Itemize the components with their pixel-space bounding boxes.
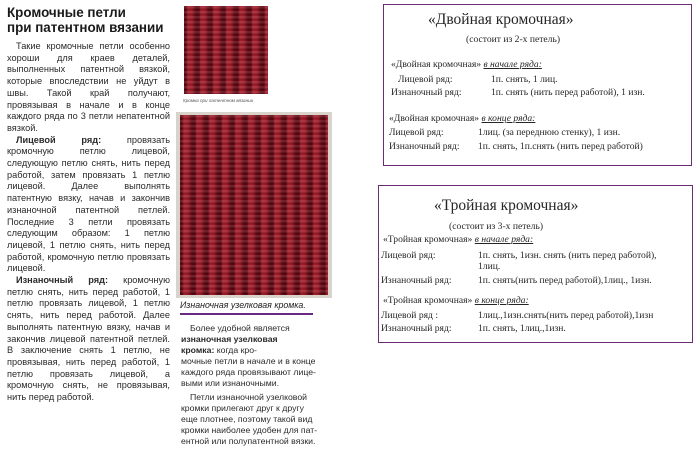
patent-edge-photo [184,6,268,94]
purl-row-paragraph [7,275,170,404]
knot-edge-line: мочные петли в начале и в конце [181,356,316,367]
triple-end-face-value: 1лиц.,1изн.снять(нить перед работой),1изн [478,310,654,321]
article-title [7,6,170,35]
double-edge-title: «Двойная кромочная» [428,11,574,28]
knot-edge-line: Петли изнаночной узелковой [190,391,308,402]
face-row-text: провязать кромочную петлю лицевой, следующую петлю снять, нить перед работой, затем провязать 1 петлю лицевой. Далее выполнять патентную вязку, начав и закончив изнаночной патентной петлей. Последние 3 петли провязать следующим образом: 1 петлю лицевой, 1 петлю снять, нить перед работой, кромочную петлю провязать лицевой. [7,134,170,274]
triple-edge-end-label: «Тройная кромочная» [383,295,475,306]
triple-edge-title: «Тройная кромочная» [434,197,579,214]
double-end-purl-value: 1п. снять, 1п.снять (нить перед работой) [478,141,643,152]
triple-edge-end-emph: в конце ряда: [474,295,529,306]
article-title-line-2: при патентном вязании [7,19,164,35]
triple-start-face-value: 1п. снять, 1изн. снять (нить перед работой), [478,250,657,261]
triple-edge-start-heading [383,234,533,245]
triple-edge-box [378,185,693,343]
double-edge-end-emph: в конце ряда: [481,113,536,124]
double-end-purl-label: Изнаночный ряд: [389,141,460,152]
patent-edge-photo-caption: Кромка при патентном вязании [183,98,254,103]
knot-edge-line: кромка: когда кро- [181,345,257,356]
double-start-face-value: 1п. снять, 1 лиц. [491,74,558,85]
knot-edge-line: каждого ряда провязывают лице- [181,367,316,378]
triple-edge-start-emph: в начале ряда: [474,234,534,245]
triple-edge-end-heading [383,295,529,306]
double-end-face-label: Лицевой ряд: [389,127,444,138]
knot-edge-line: выми или изнаночными. [181,378,279,389]
knot-edge-line: кромки наиболее удобен для пат- [181,424,318,435]
triple-start-face-value-2: 1лиц. [478,261,501,272]
triple-end-purl-label: Изнаночный ряд: [381,323,452,334]
article-intro: Такие кромочные петли особенно хороши для краев деталей, выполненных патентной вязкой, которые впоследствии не уйдут в швы. Такой край получают, провязывая в начале и в конце каждого ряда по 3 петли непатентной вязкой. [7,41,170,133]
double-edge-subtitle: (состоит из 2-х петель) [466,34,561,45]
article-title-line-1: Кромочные петли [7,5,126,20]
triple-end-face-label: Лицевой ряд : [381,310,438,321]
purl-row-text: кромочную петлю снять, нить перед работой, 1 петлю провязать лицевой, 1 петлю снять, нить перед работой. Далее выполнять патентную вязку, начав и закончив лицевой патентной петлей. В заключение снять 1 петлю, не провязывая, нить перед работой, 1 петлю провязать лицевой, а кромочную снять, не провязывая, нить перед работой. [7,275,170,403]
knot-edge-text [181,323,333,447]
double-edge-end-label: «Двойная кромочная» [389,113,482,124]
double-start-purl-value: 1п. снять (нить перед работой), 1 изн. [491,87,645,98]
knot-edge-photo [180,115,328,295]
triple-edge-subtitle: (состоит из 3-х петель) [449,221,544,232]
knot-edge-line: кромки прилегают друг к другу [181,402,304,413]
triple-edge-start-label: «Тройная кромочная» [383,234,475,245]
knot-edge-line: Более удобной является [190,323,290,333]
knot-edge-paragraph-2 [181,392,333,447]
purl-row-label: Изнаночный ряд: [16,275,109,286]
double-start-face-label: Лицевой ряд: [398,74,453,85]
knot-edge-photo-caption: Изнаночная узелковая кромка. [180,300,306,310]
triple-start-purl-label: Изнаночный ряд: [381,275,452,286]
triple-start-purl-value: 1п. снять(нить перед работой),1лиц., 1изн. [478,275,652,286]
knot-edge-paragraph-1 [181,323,333,390]
knot-edge-line: изнаночная узелковая [181,334,278,345]
triple-start-face-label: Лицевой ряд: [381,250,436,261]
knot-edge-line: ентной или полупатентной вязки. [181,435,316,446]
knot-edge-line: еще плотнее, поэтому такой вид [181,413,313,424]
knot-edge-term: кромка: [181,345,215,356]
double-edge-box [383,4,692,166]
double-start-purl-label: Изнаночный ряд: [391,87,462,98]
triple-end-purl-value: 1п. снять, 1лиц.,1изн. [478,323,566,334]
patent-edge-article [7,6,170,404]
face-row-paragraph [7,135,170,275]
double-edge-end-heading [389,113,535,124]
double-edge-start-label: «Двойная кромочная» [391,59,484,70]
double-edge-start-heading [391,59,542,70]
caption-divider [180,313,313,315]
double-edge-start-emph: в начале ряда: [483,59,542,70]
double-end-face-value: 1лиц. (за переднюю стенку), 1 изн. [478,127,621,138]
face-row-label: Лицевой ряд: [16,134,102,145]
